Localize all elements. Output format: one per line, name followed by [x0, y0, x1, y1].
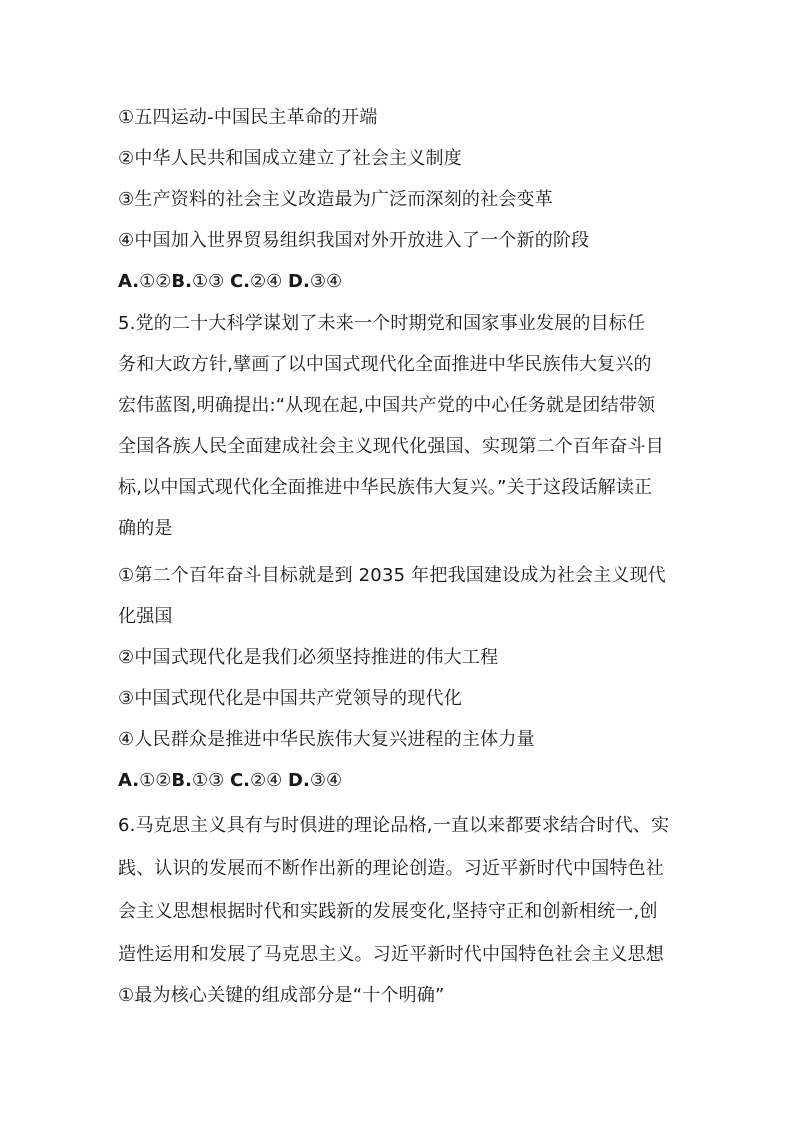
q6-stem-line-2: 践、认识的发展而不断作出新的理论创造。习近平新时代中国特色社	[118, 858, 664, 879]
q4-option-b-text: ①③	[191, 271, 225, 292]
q6-stem-line-1: 6.马克思主义具有与时俱进的理论品格,一直以来都要求结合时代、实	[118, 815, 670, 836]
q5-option-d-text: ③④	[309, 770, 343, 791]
q5-statement-2: ②中国式现代化是我们必须坚持推进的伟大工程	[118, 647, 499, 668]
q5-stem-line-5: 标,以中国式现代化全面推进中华民族伟大复兴。”关于这段话解读正	[118, 477, 653, 498]
q5-stem-line-1: 5.党的二十大科学谋划了未来一个时期党和国家事业发展的目标任	[118, 313, 646, 334]
q4-statement-4: ④中国加入世界贸易组织我国对外开放进入了一个新的阶段	[118, 230, 590, 251]
q5-statement-3: ③中国式现代化是中国共产党领导的现代化	[118, 688, 462, 709]
q4-option-a-letter: A.	[118, 271, 140, 292]
q5-statement-1b: 化强国	[118, 606, 173, 627]
q5-statement-4: ④人民群众是推进中华民族伟大复兴进程的主体力量	[118, 729, 535, 750]
q5-answer-options	[118, 768, 688, 794]
q5-stem-line-6: 确的是	[118, 518, 173, 539]
q6-statement-1: ①最为核心关键的组成部分是“十个明确”	[118, 985, 445, 1006]
q4-option-d-text: ③④	[309, 271, 343, 292]
q4-statement-3: ③生产资料的社会主义改造最为广泛而深刻的社会变革	[118, 189, 553, 210]
q5-option-c-letter: C.	[229, 770, 251, 791]
q4-option-b-letter: B.	[171, 271, 192, 292]
q5-statement-1a: ①第二个百年奋斗目标就是到 2035 年把我国建设成为社会主义现代	[118, 565, 666, 586]
q5-option-c-text: ②④	[250, 770, 283, 791]
q6-stem-line-3: 会主义思想根据时代和实践新的发展变化,坚持守正和创新相统一,创	[118, 901, 658, 922]
q5-option-d-letter: D.	[288, 770, 310, 791]
q4-answer-options	[118, 269, 688, 295]
q4-option-c-letter: C.	[229, 271, 251, 292]
q5-option-b-letter: B.	[171, 770, 192, 791]
q6-stem-line-4: 造性运用和发展了马克思主义。习近平新时代中国特色社会主义思想	[118, 944, 664, 965]
q4-option-c-text: ②④	[250, 271, 283, 292]
q5-option-a-letter: A.	[118, 770, 140, 791]
q4-statement-1: ①五四运动-中国民主革命的开端	[118, 107, 378, 128]
q5-stem-line-4: 全国各族人民全面建成社会主义现代化强国、实现第二个百年奋斗目	[118, 436, 664, 457]
q4-statement-2: ②中华人民共和国成立建立了社会主义制度	[118, 148, 462, 169]
q4-option-d-letter: D.	[288, 271, 310, 292]
q4-option-a-text: ①②	[139, 271, 172, 292]
q5-stem-line-2: 务和大政方针,擘画了以中国式现代化全面推进中华民族伟大复兴的	[118, 354, 652, 375]
q5-option-b-text: ①③	[191, 770, 225, 791]
q5-stem-line-3: 宏伟蓝图,明确提出:“从现在起,中国共产党的中心任务就是团结带领	[118, 395, 656, 416]
q5-option-a-text: ①②	[139, 770, 172, 791]
